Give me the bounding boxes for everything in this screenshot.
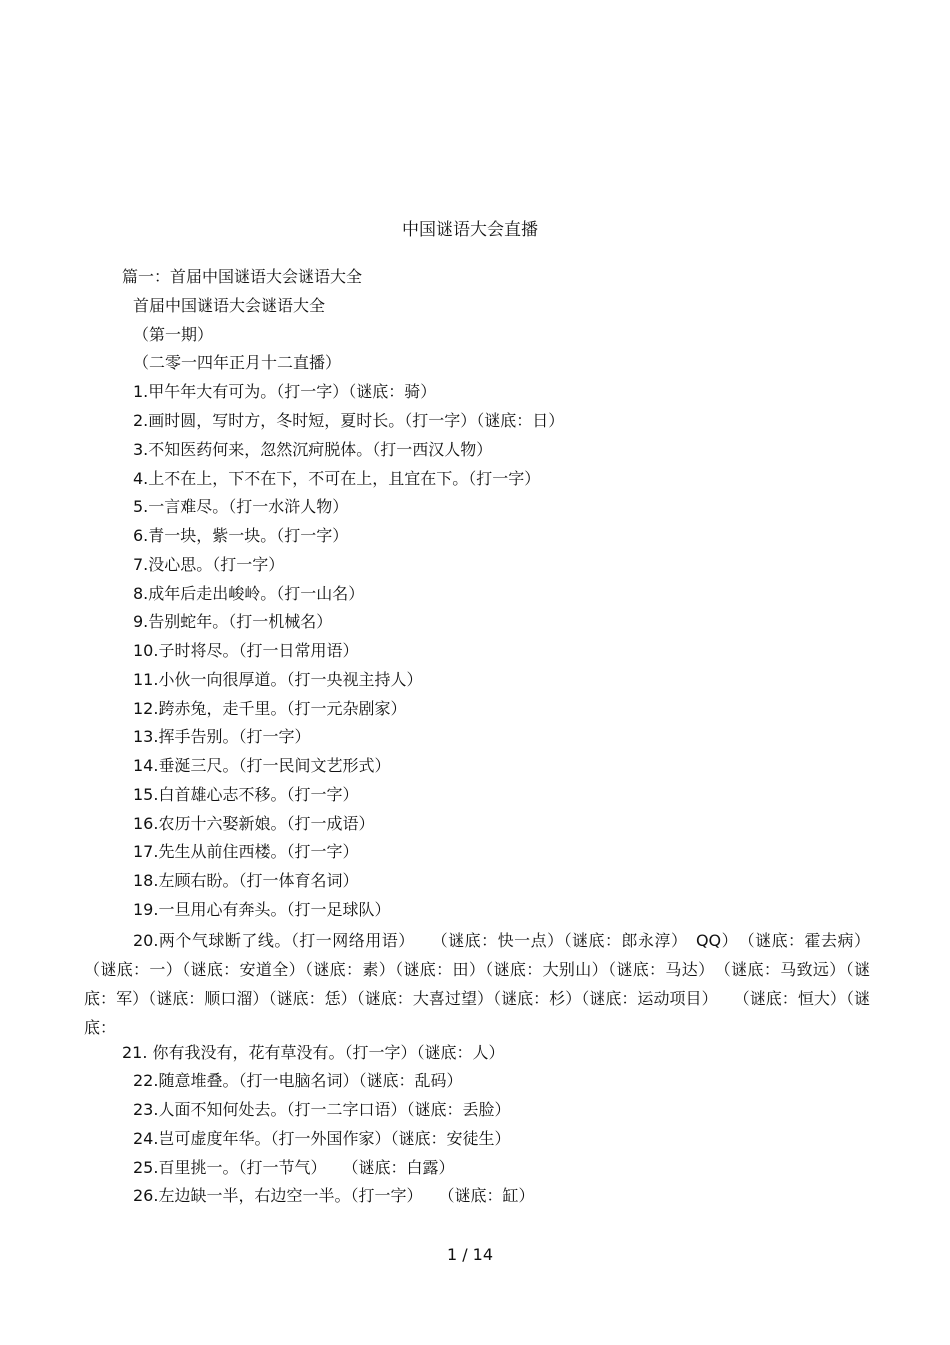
riddle-item: 18.左顾右盼。（打一体育名词） bbox=[133, 871, 359, 890]
riddle-item: 13.挥手告别。（打一字） bbox=[133, 727, 311, 746]
riddle-item: 17.先生从前住西楼。（打一字） bbox=[133, 842, 359, 861]
riddle-item: 16.农历十六娶新娘。（打一成语） bbox=[133, 814, 375, 833]
riddle-item: 3.不知医药何来，忽然沉疴脱体。（打一西汉人物） bbox=[133, 440, 493, 459]
riddle-item: 21. 你有我没有，花有草没有。（打一字）（谜底：人） bbox=[122, 1043, 505, 1062]
riddle-item: 7.没心思。（打一字） bbox=[133, 555, 285, 574]
subtitle: 首届中国谜语大会谜语大全 bbox=[133, 296, 326, 315]
riddle-item: 12.跨赤兔，走千里。（打一元杂剧家） bbox=[133, 699, 407, 718]
riddle-item: 4.上不在上，下不在下，不可在上，且宜在下。（打一字） bbox=[133, 469, 541, 488]
riddle-item: 26.左边缺一半，右边空一半。（打一字） （谜底：缸） bbox=[133, 1186, 535, 1205]
riddle-item: 24.岂可虚度年华。（打一外国作家）（谜底：安徒生） bbox=[133, 1129, 511, 1148]
riddle-item: 10.子时将尽。（打一日常用语） bbox=[133, 641, 359, 660]
page-number: 1 / 14 bbox=[446, 1245, 494, 1264]
riddle-item: 23.人面不知何处去。（打一二字口语）（谜底：丢脸） bbox=[133, 1100, 511, 1119]
riddle-item: 1.甲午年大有可为。（打一字）（谜底：骑） bbox=[133, 382, 437, 401]
riddle-item: 19.一旦用心有奔头。（打一足球队） bbox=[133, 900, 391, 919]
section-heading: 篇一：首届中国谜语大会谜语大全 bbox=[122, 267, 363, 286]
issue-label: （第一期） bbox=[133, 325, 214, 344]
riddle-item: 5.一言难尽。（打一水浒人物） bbox=[133, 497, 349, 516]
riddle-item: 2.画时圆，写时方，冬时短，夏时长。（打一字）（谜底：日） bbox=[133, 411, 565, 430]
riddle-item: 9.告别蛇年。（打一机械名） bbox=[133, 612, 333, 631]
riddle-answers-paragraph: 20.两个气球断了线。（打一网络用语） （谜底：快一点）（谜底：郎永淳） QQ） （谜底：霍去病）（谜底：一）（谜底：安道全）（谜底：素）（谜底：田）（谜底：大别山）（谜底：马达） （谜底：马致远）（谜底：军）（谜底：顺口溜）（谜底：恁）（谜底：大喜过望）（谜底：杉）（谜底：运动项目） （谜底：恒大）（谜底： bbox=[84, 931, 870, 1037]
riddle-item: 14.垂涎三尺。（打一民间文艺形式） bbox=[133, 756, 391, 775]
riddle-item: 22.随意堆叠。（打一电脑名词）（谜底：乱码） bbox=[133, 1071, 463, 1090]
broadcast-date: （二零一四年正月十二直播） bbox=[133, 353, 342, 372]
riddle-item: 6.青一块，紫一块。（打一字） bbox=[133, 526, 349, 545]
riddle-item: 11.小伙一向很厚道。（打一央视主持人） bbox=[133, 670, 423, 689]
document-title: 中国谜语大会直播 bbox=[402, 220, 538, 240]
riddle-item: 15.白首雄心志不移。（打一字） bbox=[133, 785, 359, 804]
riddle-item: 25.百里挑一。（打一节气） （谜底：白露） bbox=[133, 1158, 455, 1177]
riddle-item: 8.成年后走出峻岭。（打一山名） bbox=[133, 584, 365, 603]
